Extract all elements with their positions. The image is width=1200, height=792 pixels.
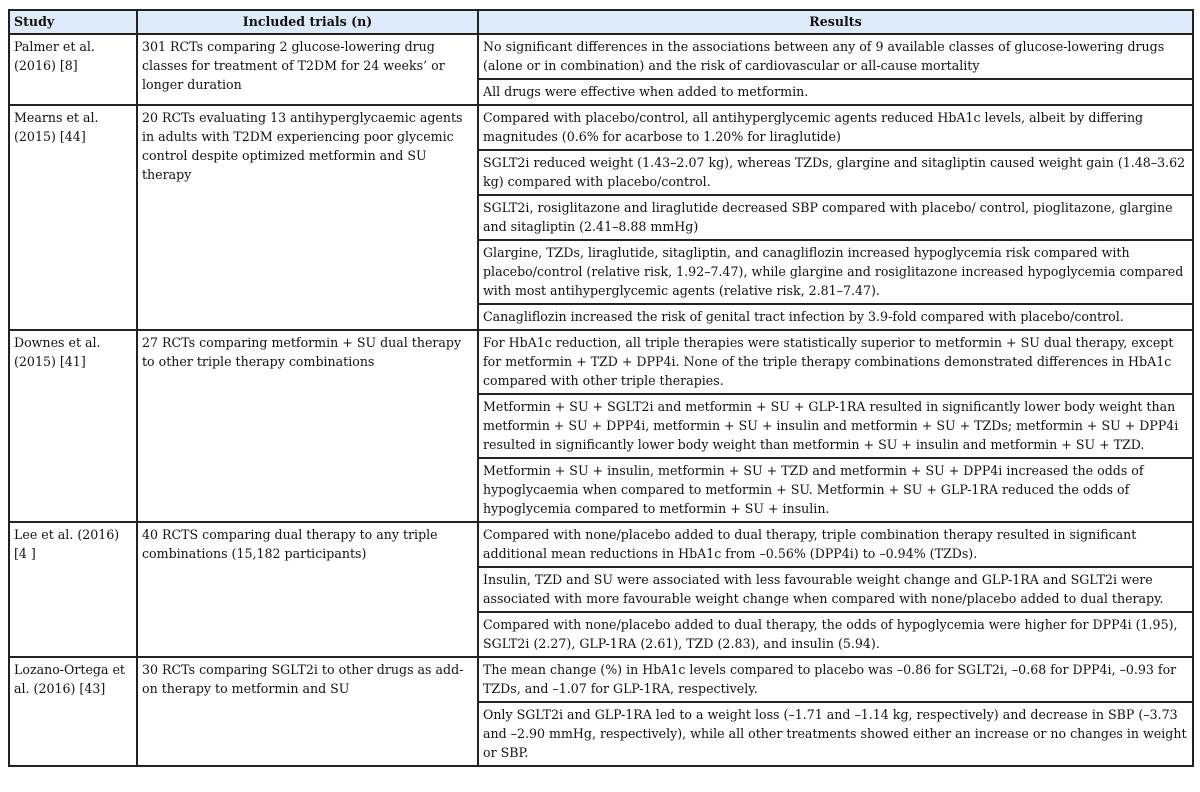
header-row <box>9 10 1193 34</box>
result-cell: Metformin + SU + insulin, metformin + SU + TZD and metformin + SU + DPP4i increased the odds of hypoglycaemia when compared to metformin + SU. Metformin + SU + GLP-1RA reduced the odds of hypoglycemia compared to metformin + SU + insulin. <box>478 458 1193 522</box>
result-cell: Only SGLT2i and GLP-1RA led to a weight loss (–1.71 and –1.14 kg, respectively) and decrease in SBP (–3.73 and –2.90 mmHg, respectively), while all other treatments showed either an increase or no changes in weight or SBP. <box>478 702 1193 766</box>
result-cell: No significant differences in the associations between any of 9 available classes of glucose-lowering drugs (alone or in combination) and the risk of cardiovascular or all-cause mortality <box>478 34 1193 79</box>
result-cell: For HbA1c reduction, all triple therapies were statistically superior to metformin + SU dual therapy, except for metformin + TZD + DPP4i. None of the triple therapy combinations demonstrated differences in HbA1c compared with other triple therapies. <box>478 330 1193 394</box>
result-cell: Canagliflozin increased the risk of genital tract infection by 3.9-fold compared with placebo/control. <box>478 304 1193 330</box>
result-cell: The mean change (%) in HbA1c levels compared to placebo was –0.86 for SGLT2i, –0.68 for DPP4i, –0.93 for TZDs, and –1.07 for GLP-1RA, respectively. <box>478 657 1193 702</box>
result-cell: Glargine, TZDs, liraglutide, sitagliptin, and canagliflozin increased hypoglycemia risk compared with placebo/control (relative risk, 1.92–7.47), while glargine and rosiglitazone increased hypoglycemia compared with most antihyperglycemic agents (relative risk, 2.81–7.47). <box>478 240 1193 304</box>
study-cell: Lee et al. (2016) [4 ] <box>9 522 137 657</box>
trials-cell: 40 RCTS comparing dual therapy to any triple combinations (15,182 participants) <box>137 522 478 657</box>
trials-cell: 301 RCTs comparing 2 glucose-lowering drug classes for treatment of T2DM for 24 weeks’ or longer duration <box>137 34 478 105</box>
table-row <box>9 522 1193 567</box>
header-study: Study <box>9 10 137 34</box>
trials-cell: 30 RCTs comparing SGLT2i to other drugs as add-on therapy to metformin and SU <box>137 657 478 766</box>
result-cell: Compared with none/placebo added to dual therapy, the odds of hypoglycemia were higher for DPP4i (1.95), SGLT2i (2.27), GLP-1RA (2.61), TZD (2.83), and insulin (5.94). <box>478 612 1193 657</box>
result-cell: Compared with placebo/control, all antihyperglycemic agents reduced HbA1c levels, albeit by differing magnitudes (0.6% for acarbose to 1.20% for liraglutide) <box>478 105 1193 150</box>
study-cell: Downes et al. (2015) [41] <box>9 330 137 522</box>
result-cell: Compared with none/placebo added to dual therapy, triple combination therapy resulted in significant additional mean reductions in HbA1c from –0.56% (DPP4i) to –0.94% (TZDs). <box>478 522 1193 567</box>
trials-cell: 20 RCTs evaluating 13 antihyperglycaemic agents in adults with T2DM experiencing poor glycemic control despite optimized metformin and SU therapy <box>137 105 478 330</box>
result-cell: Insulin, TZD and SU were associated with less favourable weight change and GLP-1RA and SGLT2i were associated with more favourable weight change when compared with none/placebo added to dual therapy. <box>478 567 1193 612</box>
table-row <box>9 105 1193 150</box>
table-row <box>9 657 1193 702</box>
evidence-table <box>8 9 1194 767</box>
result-cell: All drugs were effective when added to metformin. <box>478 79 1193 105</box>
result-cell: SGLT2i, rosiglitazone and liraglutide decreased SBP compared with placebo/ control, pioglitazone, glargine and sitagliptin (2.41–8.88 mmHg) <box>478 195 1193 240</box>
study-cell: Mearns et al. (2015) [44] <box>9 105 137 330</box>
study-cell: Lozano-Ortega et al. (2016) [43] <box>9 657 137 766</box>
header-included-trials: Included trials (n) <box>137 10 478 34</box>
table-row <box>9 34 1193 79</box>
result-cell: SGLT2i reduced weight (1.43–2.07 kg), whereas TZDs, glargine and sitagliptin caused weight gain (1.48–3.62 kg) compared with placebo/control. <box>478 150 1193 195</box>
result-cell: Metformin + SU + SGLT2i and metformin + SU + GLP-1RA resulted in significantly lower body weight than metformin + SU + DPP4i, metformin + SU + insulin and metformin + SU + TZDs; metformin + SU + DPP4i resulted in significantly lower body weight than metformin + SU + insulin and metformin + SU + TZD. <box>478 394 1193 458</box>
header-results: Results <box>478 10 1193 34</box>
study-cell: Palmer et al. (2016) [8] <box>9 34 137 105</box>
table-row <box>9 330 1193 394</box>
trials-cell: 27 RCTs comparing metformin + SU dual therapy to other triple therapy combinations <box>137 330 478 522</box>
